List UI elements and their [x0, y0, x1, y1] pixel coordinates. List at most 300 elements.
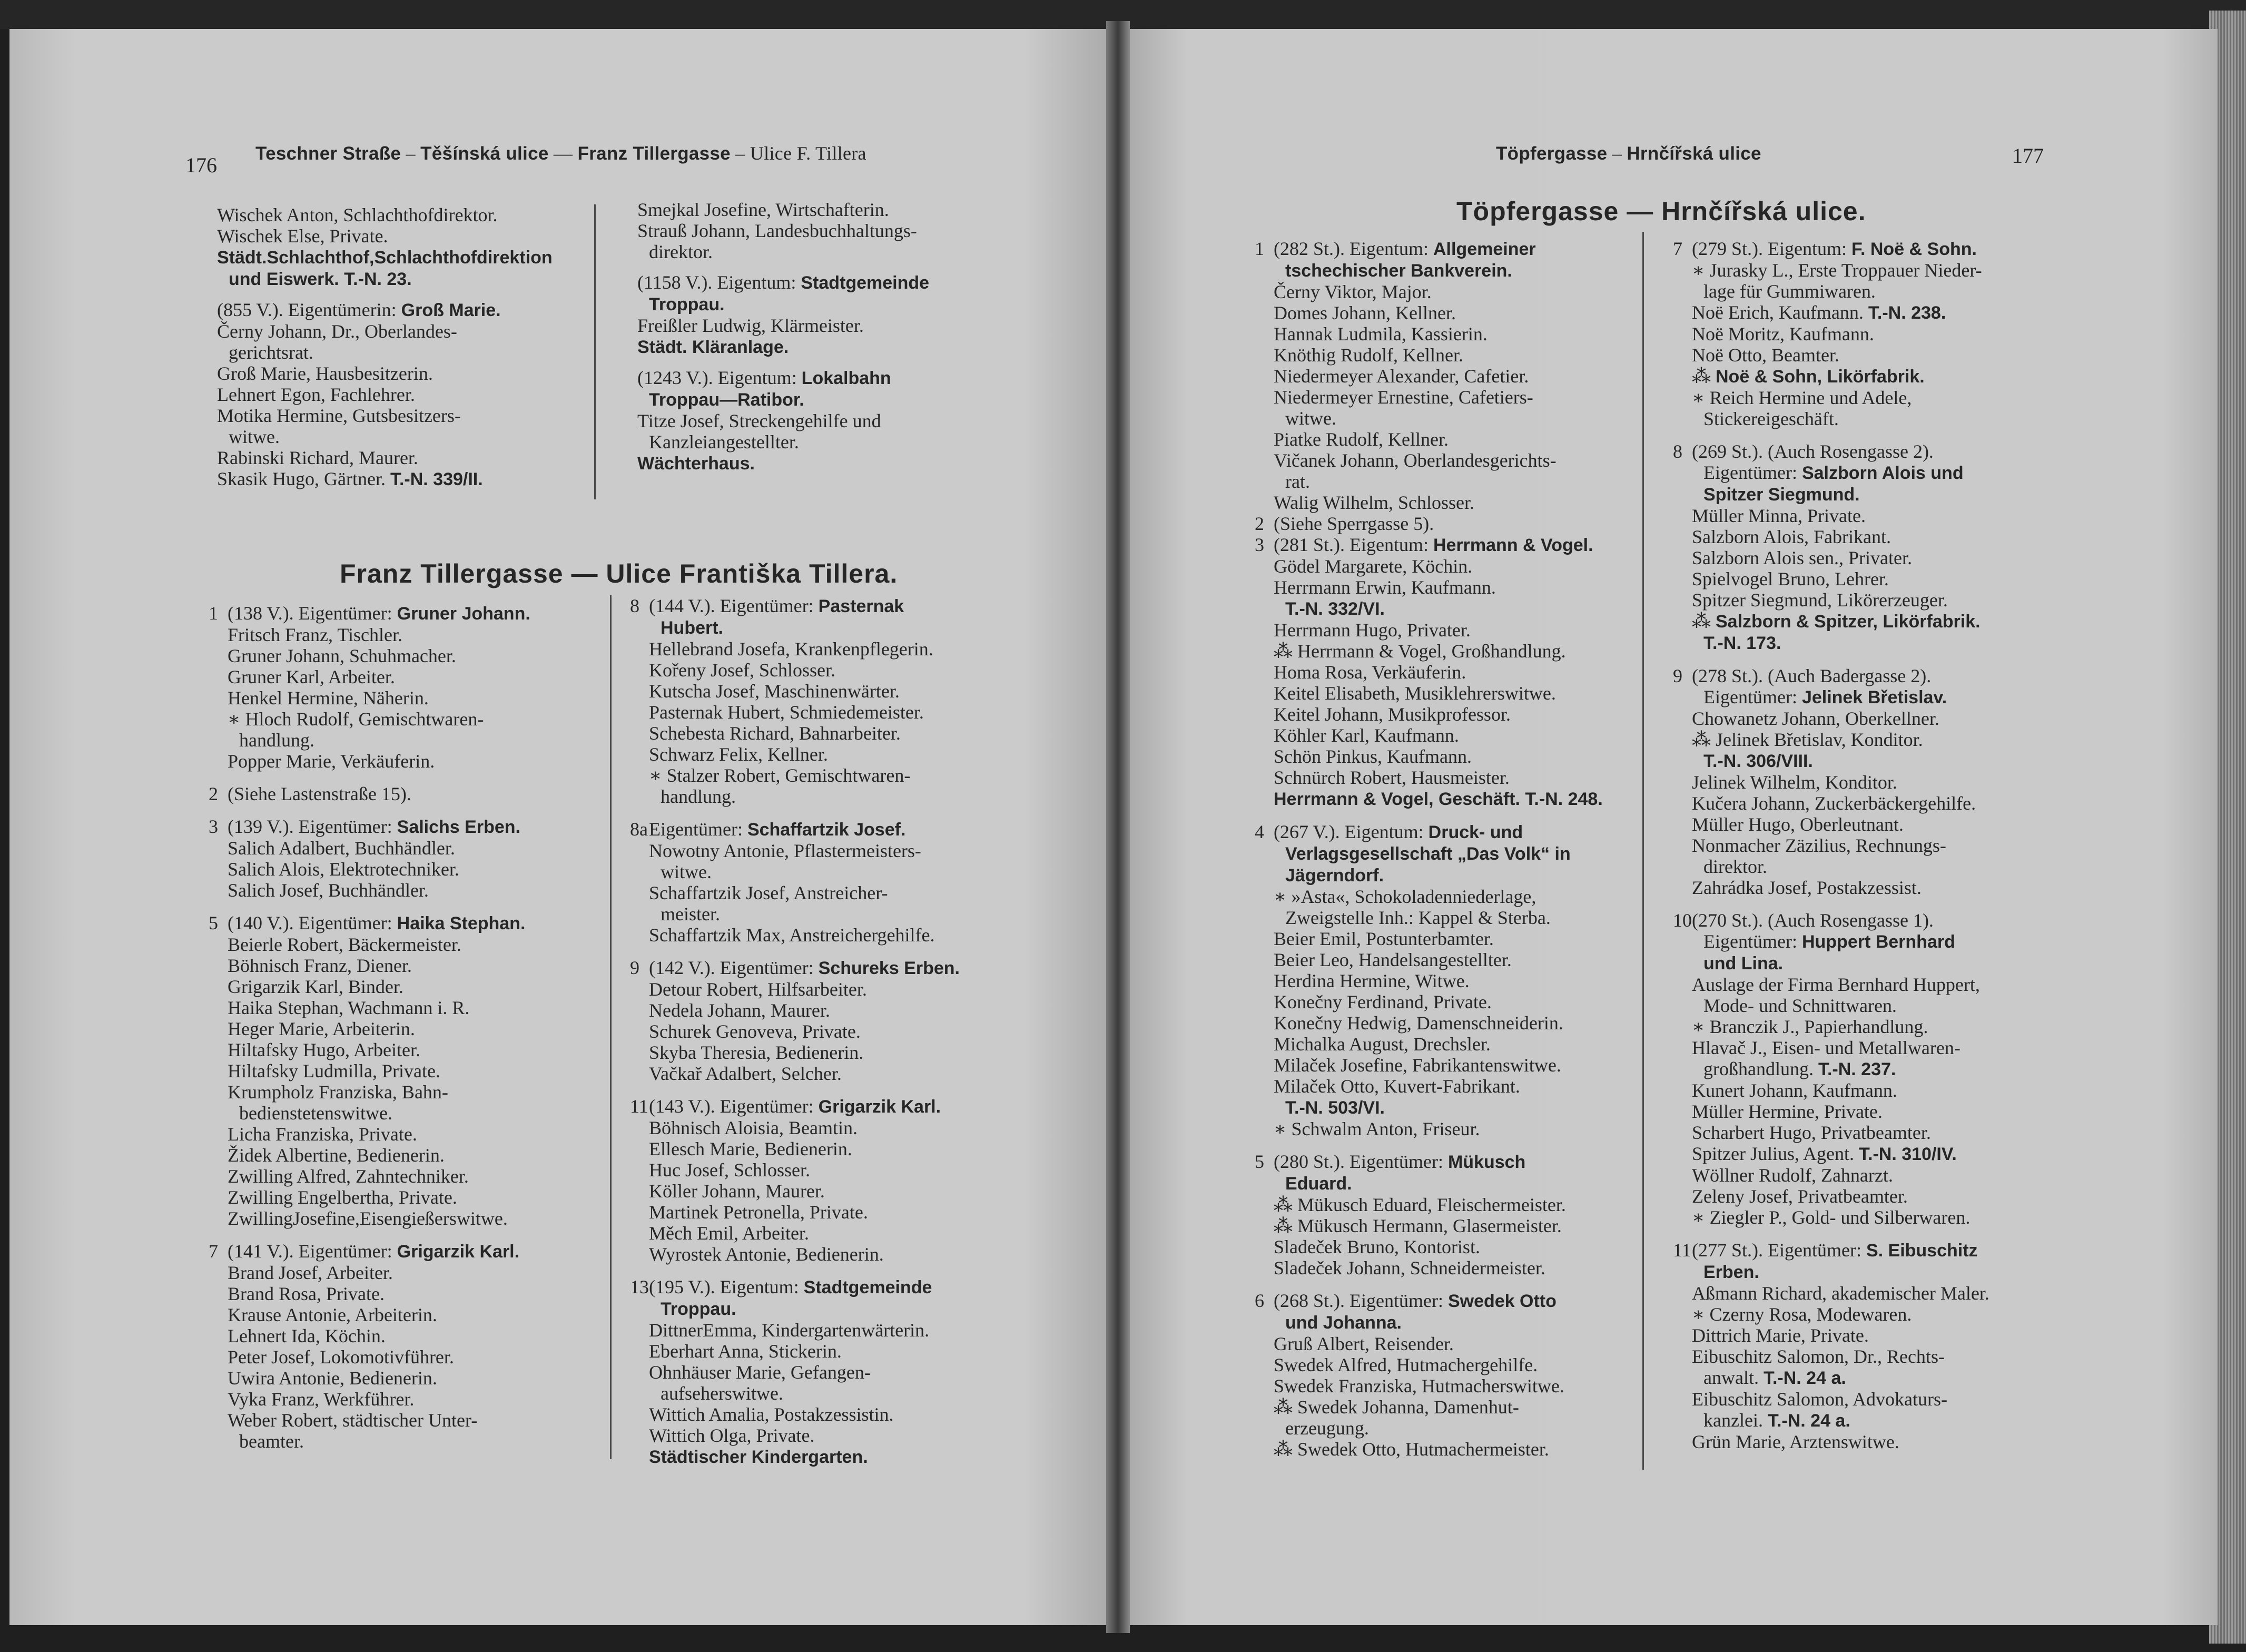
directory-entry [649, 925, 960, 946]
entry-text: (144 V.). Eigentümer: [649, 595, 819, 616]
entry-text: Weber Robert, städtischer Unter- [228, 1410, 478, 1431]
entry-bold-text: Grigarzik Karl. [818, 1097, 941, 1117]
directory-entry [1692, 526, 1989, 547]
directory-entry [1692, 1410, 1989, 1431]
directory-entry [228, 687, 530, 709]
directory-entry [1274, 704, 1603, 725]
entry-text: (855 V.). Eigentümerin: [217, 299, 401, 320]
entry-text: (281 St.). Eigentum: [1274, 534, 1433, 555]
entry-bold-text: Troppau—Ratibor. [649, 390, 804, 410]
directory-entry [217, 204, 553, 225]
entry-bold-text: Lokalbahn [801, 368, 891, 388]
entry-text: Michalka August, Drechsler. [1274, 1034, 1491, 1055]
directory-entry [228, 1187, 530, 1208]
directory-entry [217, 247, 553, 268]
entry-text: Ellesch Marie, Bedienerin. [649, 1138, 852, 1159]
directory-entry [1274, 1354, 1603, 1375]
entry-bold-text: Troppau. [661, 1299, 736, 1319]
entry-text: Walig Wilhelm, Schlosser. [1274, 492, 1474, 513]
directory-entry [228, 1124, 530, 1145]
directory-entry [1274, 323, 1603, 345]
directory-entry [649, 1117, 960, 1138]
directory-entry [1692, 632, 1989, 654]
entry-bold-text: Swedek Otto [1447, 1291, 1557, 1311]
directory-entry [1274, 970, 1603, 991]
house-number: 9 [1673, 665, 1682, 686]
entry-bold-text: und Eiswerk. T.-N. 23. [229, 269, 412, 289]
entry-text: ∗ Czerny Rosa, Modewaren. [1692, 1304, 1912, 1325]
entry-bold-text: Jelinek Břetislav. [1801, 687, 1947, 707]
entry-bold-text: Haika Stephan. [397, 913, 526, 933]
house-entry-heading [1255, 513, 1603, 534]
directory-entry [228, 1166, 530, 1187]
entry-text: witwe. [1285, 408, 1336, 429]
entry-text: Salich Josef, Buchhändler. [228, 880, 429, 901]
directory-entry [649, 1320, 960, 1341]
entry-bold-text: Huppert Bernhard [1801, 932, 1955, 952]
house-number: 1 [1255, 238, 1264, 259]
entry-text: Herrmann Hugo, Privater. [1274, 620, 1471, 641]
entry-text: Skyba Theresia, Bedienerin. [649, 1042, 864, 1063]
directory-entry [228, 709, 530, 730]
directory-entry [637, 410, 929, 431]
directory-entry [649, 617, 960, 638]
directory-entry [1274, 1055, 1603, 1076]
column-left-top-1 [217, 204, 553, 490]
directory-entry [649, 638, 960, 660]
house-number: 8 [630, 595, 639, 616]
directory-entry [1274, 1397, 1603, 1418]
entry-bold-text: Allgemeiner [1433, 239, 1536, 259]
directory-entry [1274, 1439, 1603, 1460]
running-head-street-cz: Hrnčířská ulice [1627, 143, 1761, 164]
directory-entry [1274, 471, 1603, 492]
entry-text: Niedermeyer Ernestine, Cafetiers- [1274, 387, 1533, 408]
directory-entry [1274, 767, 1603, 788]
directory-entry [1274, 949, 1603, 970]
entry-text: Peter Josef, Lokomotivführer. [228, 1346, 454, 1368]
entry-text: Milaček Otto, Kuvert-Fabrikant. [1274, 1076, 1520, 1097]
entry-text: Grün Marie, Arztenswitwe. [1692, 1431, 1899, 1452]
entry-text: Motika Hermine, Gutsbesitzers- [217, 405, 461, 426]
entry-text: Lehnert Ida, Köchin. [228, 1325, 386, 1346]
entry-text: Wittich Olga, Private. [649, 1425, 815, 1446]
entry-text: Müller Minna, Private. [1692, 505, 1866, 526]
directory-entry [228, 1389, 530, 1410]
entry-text: Krause Antonie, Arbeiterin. [228, 1304, 437, 1325]
house-entry-heading [630, 957, 960, 979]
entry-text: Böhnisch Franz, Diener. [228, 955, 412, 976]
directory-entry [649, 681, 960, 702]
entry-text: Herrmann Erwin, Kaufmann. [1274, 577, 1496, 598]
entry-bold-text: T.-N. 24 a. [1763, 1368, 1846, 1388]
entry-text: Zwilling Engelbertha, Private. [228, 1187, 457, 1208]
entry-text: Eigentümer: [1703, 462, 1802, 483]
entry-text: Noë Erich, Kaufmann. [1692, 302, 1868, 323]
entry-bold-text: T.-N. 237. [1818, 1059, 1896, 1079]
entry-bold-text: und Lina. [1703, 953, 1784, 974]
entry-text: Wittich Amalia, Postakzessistin. [649, 1404, 894, 1425]
entry-text: Gödel Margarete, Köchin. [1274, 556, 1473, 577]
entry-text: großhandlung. [1703, 1058, 1818, 1079]
directory-entry [1692, 952, 1989, 974]
entry-text: Sladeček Johann, Schneidermeister. [1274, 1257, 1545, 1279]
directory-entry [1274, 886, 1603, 907]
entry-text: Nowotny Antonie, Pflastermeisters- [649, 840, 921, 861]
house-number: 11 [1673, 1240, 1691, 1261]
entry-text: Domes Johann, Kellner. [1274, 302, 1456, 323]
directory-entry [649, 1021, 960, 1042]
entry-text: handlung. [661, 786, 736, 807]
entry-bold-text: Gruner Johann. [397, 604, 530, 624]
entry-bold-text: Stadtgemeinde [803, 1277, 932, 1297]
running-head-right: Töpfergasse – Hrnčířská ulice [1496, 143, 1761, 164]
directory-entry [1274, 788, 1603, 810]
directory-entry [1692, 484, 1989, 505]
entry-text: Černy Viktor, Major. [1274, 281, 1432, 302]
section-title-right: Töpfergasse — Hrnčířská ulice. [1456, 196, 1866, 226]
entry-bold-text: Herrmann & Vogel, Geschäft. T.-N. 248. [1274, 789, 1603, 809]
entry-text: Müller Hermine, Private. [1692, 1101, 1883, 1122]
directory-entry [228, 624, 530, 645]
entry-text: Eigentümer: [649, 819, 747, 840]
house-entry-heading [209, 783, 530, 804]
entry-text: Nedela Johann, Maurer. [649, 1000, 830, 1021]
entry-text: Vačkař Adalbert, Selcher. [649, 1063, 842, 1084]
running-head-street-cz: Těšínská ulice [420, 143, 549, 164]
house-number: 5 [1255, 1151, 1264, 1172]
directory-entry [228, 1262, 530, 1283]
entry-text: Herdina Hermine, Witwe. [1274, 970, 1470, 991]
entry-text: Piatke Rudolf, Kellner. [1274, 429, 1449, 450]
entry-text: Beierle Robert, Bäckermeister. [228, 934, 461, 955]
entry-text: (279 St.). Eigentum: [1692, 238, 1851, 259]
entry-bold-text: Pasternak [818, 596, 904, 616]
directory-entry [1692, 1122, 1989, 1143]
directory-entry [228, 1368, 530, 1389]
entry-text: ∗ Reich Hermine und Adele, [1692, 387, 1912, 408]
entry-text: Strauß Johann, Landesbuchhaltungs- [637, 220, 917, 241]
directory-entry [1692, 366, 1989, 387]
directory-entry [1692, 1325, 1989, 1346]
entry-text: ⁂ Jelinek Břetislav, Konditor. [1692, 729, 1923, 750]
entry-text: Heger Marie, Arbeiterin. [228, 1018, 415, 1039]
entry-text: Eibuschitz Salomon, Dr., Rechts- [1692, 1346, 1945, 1367]
entry-text: (139 V.). Eigentümer: [228, 816, 397, 837]
entry-text: Eigentümer: [1703, 931, 1802, 952]
entry-text: (282 St.). Eigentum: [1274, 238, 1433, 259]
entry-text: aufseherswitwe. [661, 1383, 783, 1404]
directory-entry [1274, 450, 1603, 471]
directory-entry [1274, 662, 1603, 683]
directory-entry [217, 384, 553, 405]
directory-entry [637, 389, 929, 410]
directory-entry [1274, 1333, 1603, 1354]
directory-entry [1692, 611, 1989, 632]
entry-text: Smejkal Josefine, Wirtschafterin. [637, 199, 889, 220]
entry-text: Kunert Johann, Kaufmann. [1692, 1080, 1897, 1101]
entry-text: Vičanek Johann, Oberlandesgerichts- [1274, 450, 1557, 471]
column-left-top-2 [637, 199, 929, 474]
entry-text: Grigarzik Karl, Binder. [228, 976, 403, 997]
entry-text: kanzlei. [1703, 1410, 1768, 1431]
entry-text: bedienstetenswitwe. [239, 1103, 392, 1124]
entry-text: ∗ Hloch Rudolf, Gemischtwaren- [228, 709, 484, 730]
directory-entry [649, 882, 960, 903]
page-number: 176 [185, 153, 217, 177]
directory-entry [649, 744, 960, 765]
directory-entry [217, 363, 553, 384]
directory-entry [1692, 1037, 1989, 1058]
directory-entry [1274, 387, 1603, 408]
directory-entry [637, 453, 929, 474]
directory-entry [649, 1362, 960, 1383]
house-entry-heading [1673, 665, 1989, 686]
house-entry-heading [209, 1241, 530, 1262]
entry-text: ∗ Ziegler P., Gold- und Silberwaren. [1692, 1207, 1971, 1228]
entry-bold-text: Schaffartzik Josef. [747, 820, 906, 840]
directory-entry [649, 1181, 960, 1202]
entry-text: Schaffartzik Max, Anstreichergehilfe. [649, 925, 935, 946]
directory-entry [1692, 1346, 1989, 1367]
entry-bold-text: Stadtgemeinde [801, 273, 930, 293]
house-entry-heading [209, 912, 530, 934]
entry-text: Schwarz Felix, Kellner. [649, 744, 828, 765]
directory-entry [1692, 856, 1989, 877]
entry-text: ⁂ Herrmann & Vogel, Großhandlung. [1274, 641, 1566, 662]
directory-entry [217, 321, 553, 342]
entry-text: witwe. [661, 861, 712, 882]
directory-entry [1274, 620, 1603, 641]
directory-entry [1692, 995, 1989, 1016]
house-number: 11 [630, 1096, 648, 1117]
directory-entry [1274, 991, 1603, 1012]
entry-text: Jelinek Wilhelm, Konditor. [1692, 772, 1897, 793]
entry-text: (141 V.). Eigentümer: [228, 1241, 397, 1262]
directory-entry [217, 268, 553, 290]
entry-bold-text: Schureks Erben. [818, 958, 960, 978]
directory-entry [637, 336, 929, 358]
entry-text: anwalt. [1703, 1367, 1764, 1388]
entry-text: Detour Robert, Hilfsarbeiter. [649, 979, 867, 1000]
house-number: 2 [209, 783, 218, 804]
entry-text: (Siehe Sperrgasse 5). [1274, 513, 1434, 534]
entry-text: Brand Josef, Arbeiter. [228, 1262, 393, 1283]
entry-text: Židek Albertine, Bedienerin. [228, 1145, 445, 1166]
entry-bold-text: Salichs Erben. [397, 817, 520, 837]
house-entry-heading [630, 1096, 960, 1117]
entry-text: Noë Otto, Beamter. [1692, 345, 1839, 366]
running-head-street: Teschner Straße [255, 143, 401, 164]
directory-entry [1274, 577, 1603, 598]
directory-entry [1692, 877, 1989, 898]
directory-entry [1692, 1016, 1989, 1037]
entry-text: (138 V.). Eigentümer: [228, 603, 397, 624]
entry-text: Zeleny Josef, Privatbeamter. [1692, 1186, 1908, 1207]
entry-text: Haika Stephan, Wachmann i. R. [228, 997, 470, 1018]
entry-text: rat. [1285, 471, 1310, 492]
entry-text: ⁂ Swedek Otto, Hutmachermeister. [1274, 1439, 1549, 1460]
column-rule [594, 204, 596, 499]
directory-entry [1274, 556, 1603, 577]
house-entry-heading [209, 816, 530, 838]
directory-entry [217, 468, 553, 490]
directory-entry [1274, 746, 1603, 767]
directory-entry [1692, 1431, 1989, 1452]
entry-text: Stickereigeschäft. [1703, 408, 1839, 429]
entry-text: Noë Moritz, Kaufmann. [1692, 323, 1874, 345]
directory-entry [228, 666, 530, 687]
house-entry-heading [630, 595, 960, 617]
directory-entry [1692, 1389, 1989, 1410]
directory-entry [1692, 1101, 1989, 1122]
directory-entry [649, 1000, 960, 1021]
directory-entry [649, 1341, 960, 1362]
entry-text: witwe. [229, 426, 280, 447]
directory-entry [1692, 1058, 1989, 1080]
directory-entry [1692, 345, 1989, 366]
directory-entry [228, 730, 530, 751]
entry-bold-text: Eduard. [1285, 1174, 1352, 1194]
entry-text: Knöthig Rudolf, Kellner. [1274, 345, 1463, 366]
directory-entry [1274, 907, 1603, 928]
directory-entry [1692, 302, 1989, 323]
page-number-right: 177 [2012, 144, 2044, 168]
directory-entry [228, 838, 530, 859]
directory-entry [228, 1103, 530, 1124]
entry-text: Beier Leo, Handelsangestellter. [1274, 949, 1512, 970]
entry-text: Gruß Albert, Reisender. [1274, 1333, 1454, 1354]
entry-text: handlung. [239, 730, 314, 751]
entry-text: Nonmacher Zäzilius, Rechnungs- [1692, 835, 1946, 856]
entry-text: Freißler Ludwig, Klärmeister. [637, 315, 864, 336]
directory-entry [1692, 729, 1989, 750]
directory-entry [1692, 931, 1989, 952]
entry-text: Gruner Karl, Arbeiter. [228, 666, 395, 687]
entry-text: Salzborn Alois, Fabrikant. [1692, 526, 1891, 547]
entry-text: direktor. [1703, 856, 1767, 877]
entry-text: (277 St.). Eigentümer: [1692, 1240, 1866, 1261]
house-number: 4 [1255, 821, 1264, 842]
entry-text: Müller Hugo, Oberleutnant. [1692, 814, 1904, 835]
directory-entry [637, 199, 929, 220]
entry-text: (268 St.). Eigentümer: [1274, 1290, 1448, 1311]
directory-entry [1274, 1173, 1603, 1194]
entry-bold-text: Salzborn Alois und [1801, 463, 1964, 483]
directory-entry [1692, 835, 1989, 856]
entry-text: Fritsch Franz, Tischler. [228, 624, 403, 645]
directory-entry [228, 1325, 530, 1346]
directory-entry [228, 1081, 530, 1103]
directory-entry [649, 786, 960, 807]
directory-entry [637, 272, 929, 293]
directory-entry [637, 367, 929, 389]
directory-entry [228, 1018, 530, 1039]
entry-text: Licha Franziska, Private. [228, 1124, 417, 1145]
house-entry-heading [1673, 441, 1989, 462]
book-gutter [1106, 21, 1130, 1633]
entry-bold-text: T.-N. 332/VI. [1285, 599, 1385, 619]
entry-text: Niedermeyer Alexander, Cafetier. [1274, 366, 1529, 387]
entry-text: Lehnert Egon, Fachlehrer. [217, 384, 415, 405]
directory-entry [228, 1304, 530, 1325]
directory-entry [217, 299, 553, 321]
column-left-bottom-1 [209, 591, 530, 1452]
directory-entry [1274, 408, 1603, 429]
entry-text: Skasik Hugo, Gärtner. [217, 468, 390, 489]
entry-bold-text: Grigarzik Karl. [397, 1242, 520, 1262]
house-number: 3 [1255, 534, 1264, 555]
entry-text: Wischek Else, Private. [217, 225, 388, 247]
directory-entry [649, 840, 960, 861]
directory-entry [1692, 568, 1989, 589]
entry-text: Homa Rosa, Verkäuferin. [1274, 662, 1466, 683]
entry-bold-text: T.-N. 306/VIII. [1703, 751, 1813, 771]
entry-text: ⁂ Swedek Johanna, Damenhut- [1274, 1397, 1519, 1418]
directory-entry [1692, 750, 1989, 772]
house-entry-heading [630, 1276, 960, 1298]
entry-text: Swedek Alfred, Hutmachergehilfe. [1274, 1354, 1538, 1375]
entry-text: Zweigstelle Inh.: Kappel & Sterba. [1285, 907, 1551, 928]
entry-bold-text: Druck- und [1428, 822, 1523, 842]
directory-entry [649, 903, 960, 925]
entry-text: Hellebrand Josefa, Krankenpflegerin. [649, 638, 933, 660]
entry-bold-text: Wächterhaus. [637, 454, 755, 474]
entry-bold-text: Salzborn & Spitzer, Likörfabrik. [1716, 612, 1981, 632]
column-right-1 [1255, 227, 1603, 1460]
entry-text: Wöllner Rudolf, Zahnarzt. [1692, 1165, 1893, 1186]
running-head: Teschner Straße – Těšínská ulice — Franz Tillergasse – Ulice F. Tillera [255, 143, 866, 164]
entry-text: Schurek Genoveva, Private. [649, 1021, 861, 1042]
directory-entry [228, 997, 530, 1018]
directory-entry [228, 1060, 530, 1081]
entry-text: Kučera Johann, Zuckerbäckergehilfe. [1692, 793, 1976, 814]
entry-text: Vyka Franz, Werkführer. [228, 1389, 415, 1410]
entry-text: (278 St.). (Auch Badergasse 2). [1692, 665, 1932, 686]
directory-entry [1274, 1034, 1603, 1055]
directory-entry [217, 225, 553, 247]
directory-entry [1692, 462, 1989, 484]
entry-text: erzeugung. [1285, 1418, 1369, 1439]
entry-text: Huc Josef, Schlosser. [649, 1159, 810, 1181]
directory-entry [649, 861, 960, 882]
column-left-bottom-2 [630, 584, 960, 1468]
entry-text: Beier Emil, Postunterbamter. [1274, 928, 1494, 949]
entry-text: Černy Johann, Dr., Oberlandes- [217, 321, 457, 342]
entry-text: Eibuschitz Salomon, Advokaturs- [1692, 1389, 1947, 1410]
entry-text: Hannak Ludmila, Kassierin. [1274, 323, 1488, 345]
entry-text: (140 V.). Eigentümer: [228, 912, 397, 933]
house-entry-heading [1673, 238, 1989, 260]
directory-entry [1692, 1367, 1989, 1389]
entry-text: ∗ Branczik J., Papierhandlung. [1692, 1016, 1928, 1037]
entry-text: Kutscha Josef, Maschinenwärter. [649, 681, 900, 702]
directory-entry [1274, 1375, 1603, 1397]
entry-bold-text: Spitzer Siegmund. [1703, 485, 1860, 505]
directory-entry [1692, 260, 1989, 281]
entry-text: Scharbert Hugo, Privatbeamter. [1692, 1122, 1931, 1143]
entry-text: (1158 V.). Eigentum: [637, 272, 801, 293]
entry-text: Konečny Hedwig, Damenschneiderin. [1274, 1012, 1563, 1034]
entry-text: Wischek Anton, Schlachthofdirektor. [217, 204, 498, 225]
directory-entry [1692, 1261, 1989, 1283]
directory-entry [649, 1383, 960, 1404]
entry-text: Wyrostek Antonie, Bedienerin. [649, 1244, 884, 1265]
entry-text: ⁂ [1692, 366, 1716, 387]
directory-entry [217, 342, 553, 363]
entry-text: Spitzer Julius, Agent. [1692, 1143, 1859, 1164]
directory-entry [228, 1283, 530, 1304]
